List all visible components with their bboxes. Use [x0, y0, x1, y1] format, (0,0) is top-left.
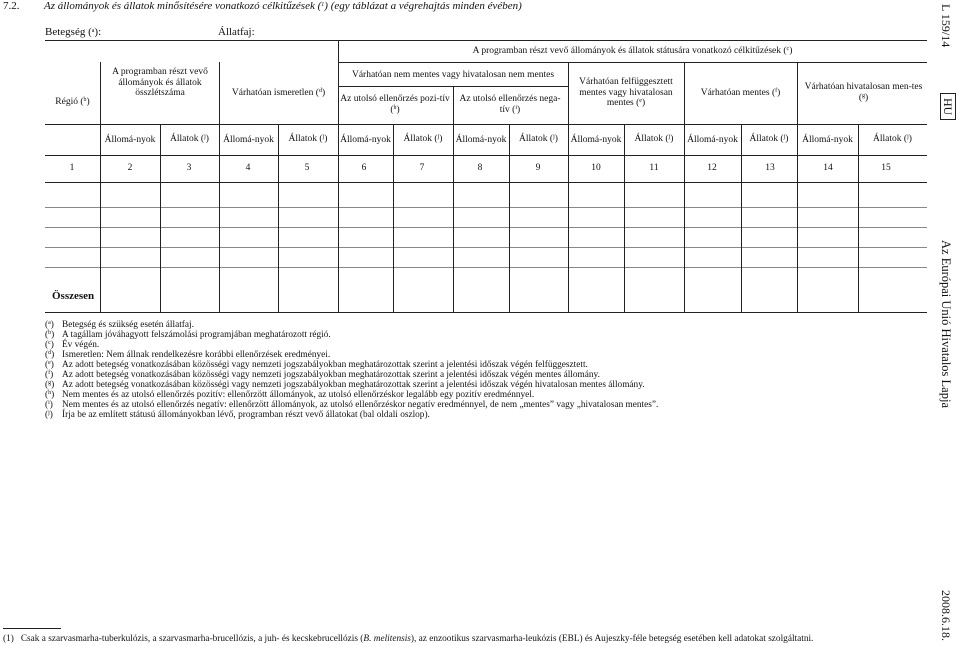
animals-header: Állatok ($^j$) [403, 134, 443, 145]
footnote: ($^i$) Nem mentes és az utolsó ellenőrzés negatív: ellenőrzött állományok, az utolsó ellenőrzéskor negatív eredménnyel, de nem „mentes” vagy „hivatalosan mentes”. [45, 400, 659, 410]
region-header: Régió ($^b$) [55, 96, 90, 107]
column-number: 1 [69, 163, 75, 173]
footnote: ($^j$) Írja be az említett státusú állományokban lévő, programban részt vevő állatokat (bal oldali oszlop). [45, 410, 430, 420]
column-number: 2 [127, 163, 133, 173]
herds-header: Állomá-nyok [687, 134, 738, 145]
animals-header: Állatok ($^j$) [634, 134, 674, 145]
footnote: ($^c$) Év végén. [45, 340, 100, 350]
officially-free-header: Várhatóan hivatalosan men-tes ($^g$) [804, 82, 923, 103]
footnote: ($^f$) Az adott betegség vonatkozásában közösségi vagy nemzeti jogszabályokban meghatározottak szerint a jelentési időszak végén mentes állomány. [45, 370, 600, 380]
publication-date: 2008.6.18. [939, 590, 953, 641]
column-number: 3 [186, 163, 192, 173]
suspended-header: Várhatóan felfüggesztett mentes vagy hivatalosan mentes ($^e$) [579, 77, 673, 109]
footnote: ($^g$) Az adott betegség vonatkozásában közösségi vagy nemzeti jogszabályokban meghatározottak szerint a jelentési időszak végén hivatalosan mentes állomány. [45, 380, 645, 390]
free-header: Várhatóan mentes ($^f$) [700, 87, 781, 98]
column-number: 4 [245, 163, 251, 173]
animals-header: Állatok ($^j$) [288, 134, 328, 145]
footnote-separator [3, 628, 61, 629]
last-positive-header: Az utolsó ellenőrzés pozi-tív ($^h$) [340, 94, 450, 115]
column-number: 5 [304, 163, 310, 173]
animals-header: Állatok ($^j$) [873, 134, 912, 145]
column-number: 9 [535, 163, 541, 173]
column-number: 6 [361, 163, 367, 173]
herds-header: Állomá-nyok [104, 134, 156, 145]
column-number: 13 [765, 163, 775, 173]
section-title: Az állományok és állatok minősítésére vonatkozó célkitűzések ($^1$) (egy táblázat a végrehajtás minden évében) [44, 0, 522, 12]
herds-header: Állomá-nyok [455, 134, 507, 145]
animals-header: Állatok ($^j$) [519, 134, 558, 145]
column-number: 10 [591, 163, 601, 173]
herds-header: Állomá-nyok [802, 134, 853, 145]
column-number: 7 [419, 163, 425, 173]
herds-header: Állomá-nyok [340, 134, 391, 145]
total-row-label: Összesen [52, 290, 95, 302]
section-number: 7.2. [3, 0, 20, 12]
disease-label: Betegség ($^a$): [45, 26, 102, 38]
total-header: A programban részt vevő állományok és állatok összlétszáma [112, 67, 208, 99]
unknown-header: Várhatóan ismeretlen ($^d$) [231, 87, 326, 98]
status-header: A programban részt vevő állományok és állatok státusára vonatkozó célkitűzések ($^c$) [472, 45, 793, 56]
footnote: ($^e$) Az adott betegség vonatkozásában közösségi vagy nemzeti jogszabályokban meghatározottak szerint a jelentési időszak végén felfüggesztett. [45, 360, 588, 370]
animals-header: Állatok ($^j$) [749, 134, 789, 145]
column-number: 8 [477, 163, 483, 173]
page-reference: L 159/14 [939, 4, 953, 48]
footnote: ($^d$) Ismeretlen: Nem állnak rendelkezésre korábbi ellenőrzések eredményei. [45, 350, 331, 360]
herds-header: Állomá-nyok [223, 134, 274, 145]
journal-name: Az Európai Unió Hivatalos Lapja [939, 240, 953, 409]
species-label: Állatfaj: [218, 26, 255, 38]
not-free-header: Várhatóan nem mentes vagy hivatalosan nem mentes [351, 69, 555, 80]
language-badge: HU [940, 93, 956, 120]
footnote: ($^b$) A tagállam jóváhagyott felszámolási programjában meghatározott régió. [45, 330, 331, 340]
herds-header: Állomá-nyok [570, 134, 622, 145]
column-number: 12 [707, 163, 717, 173]
last-negative-header: Az utolsó ellenőrzés nega-tív ($^i$) [459, 94, 561, 115]
column-number: 14 [823, 163, 833, 173]
footnote: ($^h$) Nem mentes és az utolsó ellenőrzés pozitív: ellenőrzött állományok, az utolsó ellenőrzéskor legalább egy pozitív eredménnyel. [45, 390, 535, 400]
bottom-footnote: (1) Csak a szarvasmarha-tuberkulózis, a szarvasmarha-brucellózis, a juh- és kecskebrucellózis (B. melitensis), az enzootikus szarvasmarha-leukózis (EBL) és Aujeszky-féle betegség esetében kell adatokat szolgáltatni. [3, 634, 814, 644]
footnote: ($^a$) Betegség és szükség esetén állatfaj. [45, 320, 194, 330]
animals-header: Állatok ($^j$) [170, 134, 209, 145]
column-number: 11 [649, 163, 659, 173]
column-number: 15 [881, 163, 891, 173]
